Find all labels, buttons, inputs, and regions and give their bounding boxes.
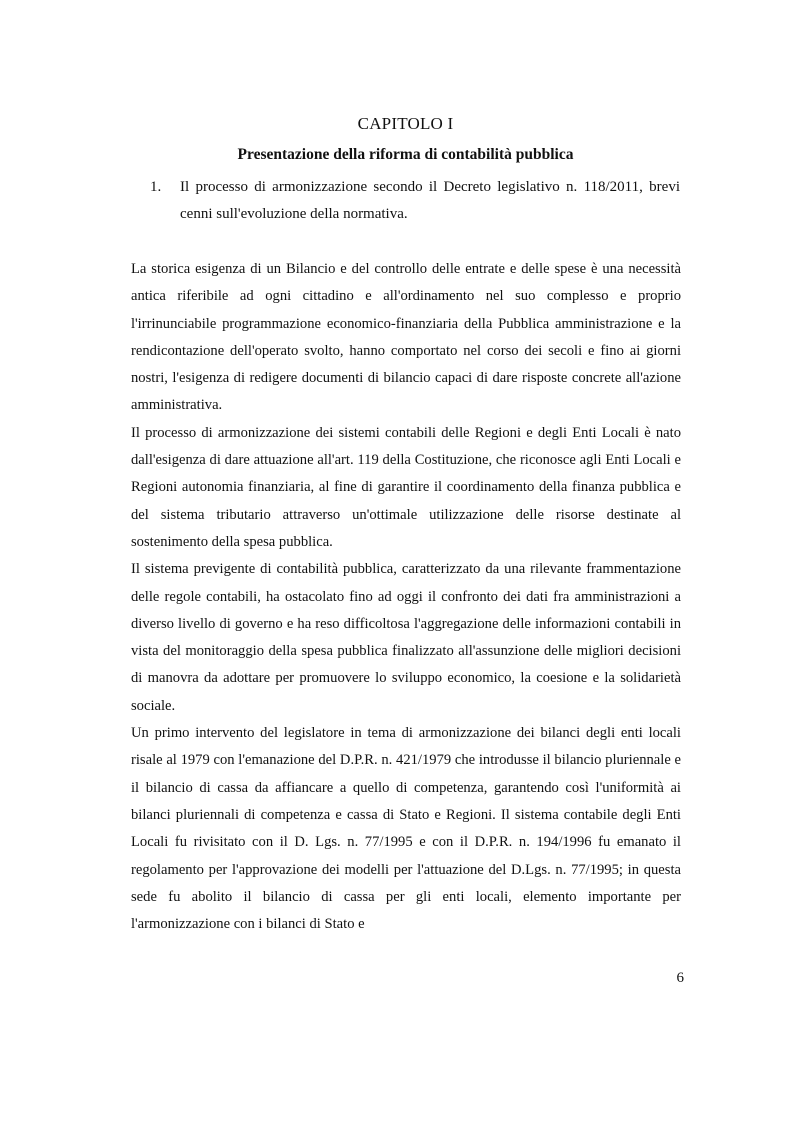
paragraph: Il sistema previgente di contabilità pubblica, caratterizzato da una rilevante frammentazione delle regole contabili, ha ostacolato fino ad oggi il confronto dei dati fra amministrazioni a diverso livello di governo e ha reso difficoltosa l'aggregazione delle informazioni contabili in vista del monitoraggio della spesa pubblica finalizzato all'assunzione delle migliori decisioni di manovra da adottare per promuovere lo sviluppo economico, la coesione e la solidarietà sociale. xyxy=(131,561,681,714)
page-number: 6 xyxy=(676,970,684,986)
paragraph: Un primo intervento del legislatore in tema di armonizzazione dei bilanci degli enti locali risale al 1979 con l'emanazione del D.P.R. n. 421/1979 che introdusse il bilancio pluriennale e il bilancio di cassa da affiancare a quello di competenza, garantendo così l'uniformità ai bilanci pluriennali di competenza e cassa di Stato e Regioni. Il sistema contabile degli Enti Locali fu rivisitato con il D. Lgs. n. 77/1995 e con il D.P.R. n. 194/1996 fu emanato il regolamento per l'approvazione dei modelli per l'attuazione del D.Lgs. n. 77/1995; in questa sede fu abolito il bilancio di cassa per gli enti locali, elemento importante per l'armonizzazione con i bilanci di Stato e xyxy=(131,725,681,933)
section-heading-text: Il processo di armonizzazione secondo il Decreto legislativo n. 118/2011, brevi cenni sull'evoluzione della normativa. xyxy=(180,179,680,222)
paragraph: La storica esigenza di un Bilancio e del controllo delle entrate e delle spese è una necessità antica riferibile ad ogni cittadino e all'ordinamento nel suo complesso e proprio l'irrinunciabile programmazione economico-finanziaria della Pubblica amministrazione e la rendicontazione dell'operato svolto, hanno comportato nel corso dei secoli e fino ai giorni nostri, l'esigenza di redigere documenti di bilancio capaci di dare risposte concrete all'azione amministrativa. xyxy=(131,261,681,414)
section-heading xyxy=(150,174,680,228)
section-number: 1. xyxy=(150,179,162,195)
chapter-subtitle: Presentazione della riforma di contabilità pubblica xyxy=(237,146,574,163)
paragraph: Il processo di armonizzazione dei sistemi contabili delle Regioni e degli Enti Locali è nato dall'esigenza di dare attuazione all'art. 119 della Costituzione, che riconosce agli Enti Locali e Regioni autonomia finanziaria, al fine di garantire il coordinamento della finanza pubblica e del sistema tributario attraverso un'ottimale utilizzazione delle risorse destinate al sostenimento della spesa pubblica. xyxy=(131,424,681,550)
body-text xyxy=(131,256,681,938)
chapter-title: CAPITOLO I xyxy=(357,114,454,133)
